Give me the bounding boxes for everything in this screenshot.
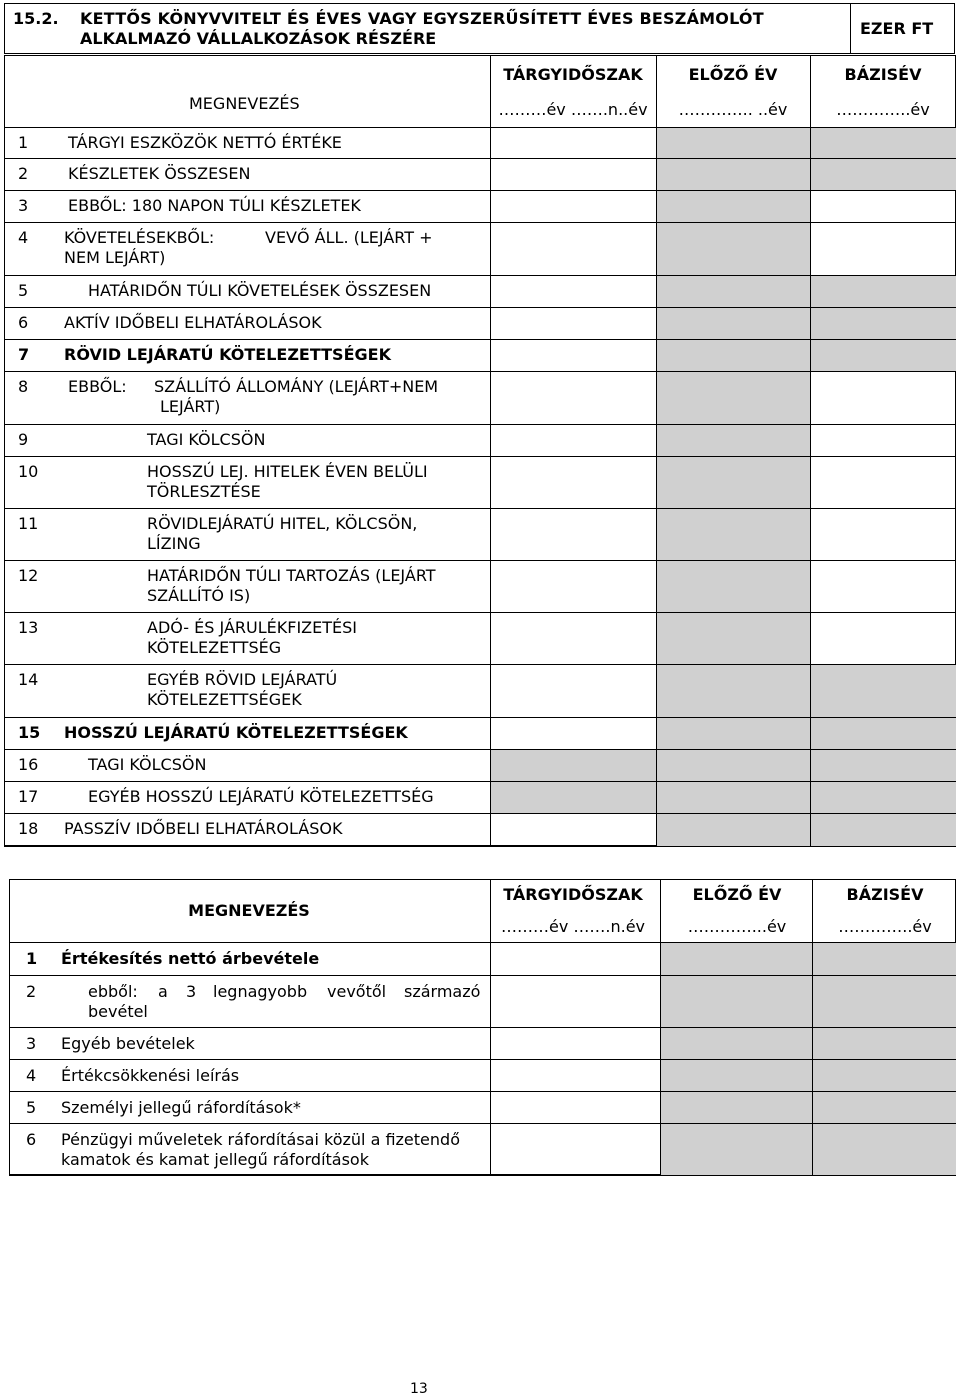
row-number: 16: [18, 755, 39, 774]
row-number: 17: [18, 787, 39, 806]
table1-value-cell[interactable]: [811, 191, 956, 222]
row-label: HATÁRIDŐN TÚLI TARTOZÁS (LEJÁRT: [147, 566, 436, 585]
row-label: EBBŐL:: [68, 377, 127, 396]
table1-value-cell[interactable]: [491, 308, 656, 339]
table1-gray-cell: [657, 340, 810, 371]
row-number: 9: [18, 430, 29, 449]
table2-col1-sub: ………év …….n.év: [500, 917, 646, 936]
row-number: 13: [18, 618, 39, 637]
table1-gray-cell: [811, 340, 956, 371]
section-number: 15.2.: [13, 9, 59, 28]
row-number: 1: [26, 949, 38, 968]
row-label: KÉSZLETEK ÖSSZESEN: [68, 164, 251, 183]
row-number: 15: [18, 723, 41, 742]
table1-value-cell[interactable]: [491, 372, 656, 424]
table1-value-cell[interactable]: [491, 276, 656, 307]
table2-gray-cell: [813, 943, 956, 975]
table2-gray-cell: [661, 1092, 812, 1123]
row-label: Értékcsökkenési leírás: [61, 1066, 240, 1085]
row-label: TAGI KÖLCSÖN: [147, 430, 266, 449]
table2-gray-cell: [661, 943, 812, 975]
row-label: származó: [404, 982, 481, 1001]
table1-gray-cell: [491, 750, 656, 781]
table2-value-cell[interactable]: [491, 976, 660, 1027]
row-label: NEM LEJÁRT): [64, 248, 166, 267]
row-label: PASSZÍV IDŐBELI ELHATÁROLÁSOK: [64, 819, 343, 838]
table2-gray-cell: [661, 1060, 812, 1091]
table1-gray-cell: [657, 191, 810, 222]
table1-gray-cell: [811, 128, 956, 158]
table1-value-cell[interactable]: [811, 457, 956, 508]
table1-value-cell[interactable]: [491, 814, 656, 846]
row-number: 18: [18, 819, 39, 838]
table2-value-cell[interactable]: [491, 1028, 660, 1059]
table1-gray-cell: [811, 159, 956, 190]
row-label: kamatok és kamat jellegű ráfordítások: [61, 1150, 369, 1169]
table1-value-cell[interactable]: [491, 340, 656, 371]
table1-gray-cell: [811, 308, 956, 339]
page-number: 13: [410, 1381, 428, 1397]
table1-value-cell[interactable]: [491, 509, 656, 560]
row-label: VEVŐ ÁLL. (LEJÁRT +: [265, 228, 433, 247]
row-label: ADÓ- ÉS JÁRULÉKFIZETÉSI: [147, 618, 357, 637]
row-label: LEJÁRT): [160, 397, 221, 416]
table1-value-cell[interactable]: [491, 128, 656, 158]
table2-col3-header: BÁZISÉV: [846, 885, 924, 904]
row-label: Pénzügyi műveletek ráfordításai közül a fizetendő: [61, 1130, 460, 1149]
table2-gray-cell: [813, 1124, 956, 1175]
table2-gray-cell: [813, 1060, 956, 1091]
table1-value-cell[interactable]: [811, 509, 956, 560]
table2-col2-sub: …………...év: [687, 917, 787, 936]
row-number: 3: [26, 1034, 37, 1053]
row-number: 3: [18, 196, 29, 215]
table1-gray-cell: [811, 665, 956, 717]
row-label: a: [158, 982, 168, 1001]
row-label: KÖTELEZETTSÉG: [147, 638, 282, 657]
row-label: EGYÉB HOSSZÚ LEJÁRATÚ KÖTELEZETTSÉG: [88, 787, 434, 806]
table1-value-cell[interactable]: [811, 425, 956, 456]
row-label: bevétel: [88, 1002, 148, 1021]
table1-gray-cell: [657, 561, 810, 612]
table1-value-cell[interactable]: [491, 223, 656, 275]
table1-gray-cell: [811, 750, 956, 781]
table1-gray-cell: [657, 425, 810, 456]
row-number: 2: [26, 982, 37, 1001]
row-number: 5: [26, 1098, 37, 1117]
row-number: 14: [18, 670, 39, 689]
table1-gray-cell: [657, 372, 810, 424]
row-label: LÍZING: [147, 534, 201, 553]
table1-value-cell[interactable]: [491, 561, 656, 612]
row-label: KÖTELEZETTSÉGEK: [147, 690, 302, 709]
table1-value-cell[interactable]: [491, 718, 656, 749]
table1-col1-sub: ………év …….n..év: [498, 100, 648, 119]
table1-gray-cell: [811, 782, 956, 813]
row-label: legnagyobb: [213, 982, 308, 1001]
row-number: 2: [18, 164, 29, 183]
row-label: SZÁLLÍTÓ ÁLLOMÁNY (LEJÁRT+NEM: [154, 377, 439, 396]
unit-label: EZER FT: [860, 19, 934, 38]
row-label: TAGI KÖLCSÖN: [88, 755, 207, 774]
table1-gray-cell: [657, 750, 810, 781]
row-label: EBBŐL: 180 NAPON TÚLI KÉSZLETEK: [68, 196, 361, 215]
row-label: ebből:: [88, 982, 138, 1001]
row-number: 5: [18, 281, 29, 300]
table1-gray-cell: [657, 718, 810, 749]
row-label: HATÁRIDŐN TÚLI KÖVETELÉSEK ÖSSZESEN: [88, 281, 432, 300]
table1-gray-cell: [657, 509, 810, 560]
table2-value-cell[interactable]: [491, 943, 660, 975]
table1-value-cell[interactable]: [491, 457, 656, 508]
table1-gray-cell: [657, 223, 810, 275]
row-number: 10: [18, 462, 39, 481]
table1-gray-cell: [811, 814, 956, 846]
table1-gray-cell: [657, 814, 810, 846]
table1-col2-sub: ………….. ..év: [678, 100, 788, 119]
row-label: RÖVIDLEJÁRATÚ HITEL, KÖLCSÖN,: [147, 514, 418, 533]
table1-gray-cell: [657, 613, 810, 664]
table2-col1-header: TÁRGYIDŐSZAK: [503, 885, 643, 904]
table1-col1-header: TÁRGYIDŐSZAK: [503, 65, 643, 84]
table1-gray-cell: [657, 308, 810, 339]
table1-col3-header: BÁZISÉV: [844, 65, 922, 84]
row-number: 8: [18, 377, 29, 396]
table1-value-cell[interactable]: [491, 425, 656, 456]
table1-gray-cell: [657, 457, 810, 508]
row-number: 4: [26, 1066, 37, 1085]
table2-col2-header: ELŐZŐ ÉV: [692, 885, 782, 904]
table2-gray-cell: [661, 976, 812, 1027]
section-title-line2: ALKALMAZÓ VÁLLALKOZÁSOK RÉSZÉRE: [80, 29, 437, 48]
table1-col2-header: ELŐZŐ ÉV: [688, 65, 778, 84]
row-number: 7: [18, 345, 30, 364]
table1-gray-cell: [657, 276, 810, 307]
section-title-line1: KETTŐS KÖNYVVITELT ÉS ÉVES VAGY EGYSZERŰSÍTETT ÉVES BESZÁMOLÓT: [80, 9, 764, 28]
table1-gray-cell: [811, 276, 956, 307]
row-label: 3: [186, 982, 197, 1001]
row-label: HOSSZÚ LEJ. HITELEK ÉVEN BELÜLI: [147, 462, 428, 481]
row-label: TÖRLESZTÉSE: [147, 482, 261, 501]
row-number: 11: [18, 514, 39, 533]
table1-value-cell[interactable]: [811, 561, 956, 612]
table1-value-cell[interactable]: [491, 613, 656, 664]
row-number: 6: [18, 313, 29, 332]
table2-gray-cell: [813, 1092, 956, 1123]
table1-gray-cell: [657, 665, 810, 717]
table1-value-cell[interactable]: [811, 613, 956, 664]
table1-gray-cell: [657, 128, 810, 158]
row-label: Értékesítés nettó árbevétele: [61, 949, 320, 968]
row-label: Személyi jellegű ráfordítások*: [61, 1098, 301, 1117]
table2-col3-sub: …………..év: [838, 917, 932, 936]
row-number: 4: [18, 228, 29, 247]
row-label: TÁRGYI ESZKÖZÖK NETTÓ ÉRTÉKE: [68, 133, 342, 152]
table1-value-cell[interactable]: [811, 372, 956, 424]
table1-name-header: MEGNEVEZÉS: [189, 94, 300, 113]
row-label: SZÁLLÍTÓ IS): [147, 586, 251, 605]
table2-value-cell[interactable]: [491, 1060, 660, 1091]
table1-gray-cell: [657, 782, 810, 813]
table2-gray-cell: [661, 1028, 812, 1059]
table2-gray-cell: [661, 1124, 812, 1175]
table1-col3-sub: …………..év: [836, 100, 930, 119]
table2-value-cell[interactable]: [491, 1124, 660, 1175]
table1-value-cell[interactable]: [491, 665, 656, 717]
table2-name-header: MEGNEVEZÉS: [188, 901, 310, 920]
row-label: AKTÍV IDŐBELI ELHATÁROLÁSOK: [64, 313, 322, 332]
row-number: 6: [26, 1130, 37, 1149]
row-label: vevőtől: [327, 982, 387, 1001]
row-number: 12: [18, 566, 39, 585]
table1-value-cell[interactable]: [491, 191, 656, 222]
table2-gray-cell: [813, 976, 956, 1027]
row-label: HOSSZÚ LEJÁRATÚ KÖTELEZETTSÉGEK: [64, 723, 408, 742]
table1-gray-cell: [491, 782, 656, 813]
row-number: 1: [18, 133, 29, 152]
row-label: EGYÉB RÖVID LEJÁRATÚ: [147, 670, 338, 689]
table2-value-cell[interactable]: [491, 1092, 660, 1123]
table1-gray-cell: [811, 718, 956, 749]
row-label: RÖVID LEJÁRATÚ KÖTELEZETTSÉGEK: [64, 345, 391, 364]
table2-gray-cell: [813, 1028, 956, 1059]
table1-value-cell[interactable]: [811, 223, 956, 275]
table1-gray-cell: [657, 159, 810, 190]
row-label: Egyéb bevételek: [61, 1034, 195, 1053]
row-label: KÖVETELÉSEKBŐL:: [64, 228, 215, 247]
table1-value-cell[interactable]: [491, 159, 656, 190]
